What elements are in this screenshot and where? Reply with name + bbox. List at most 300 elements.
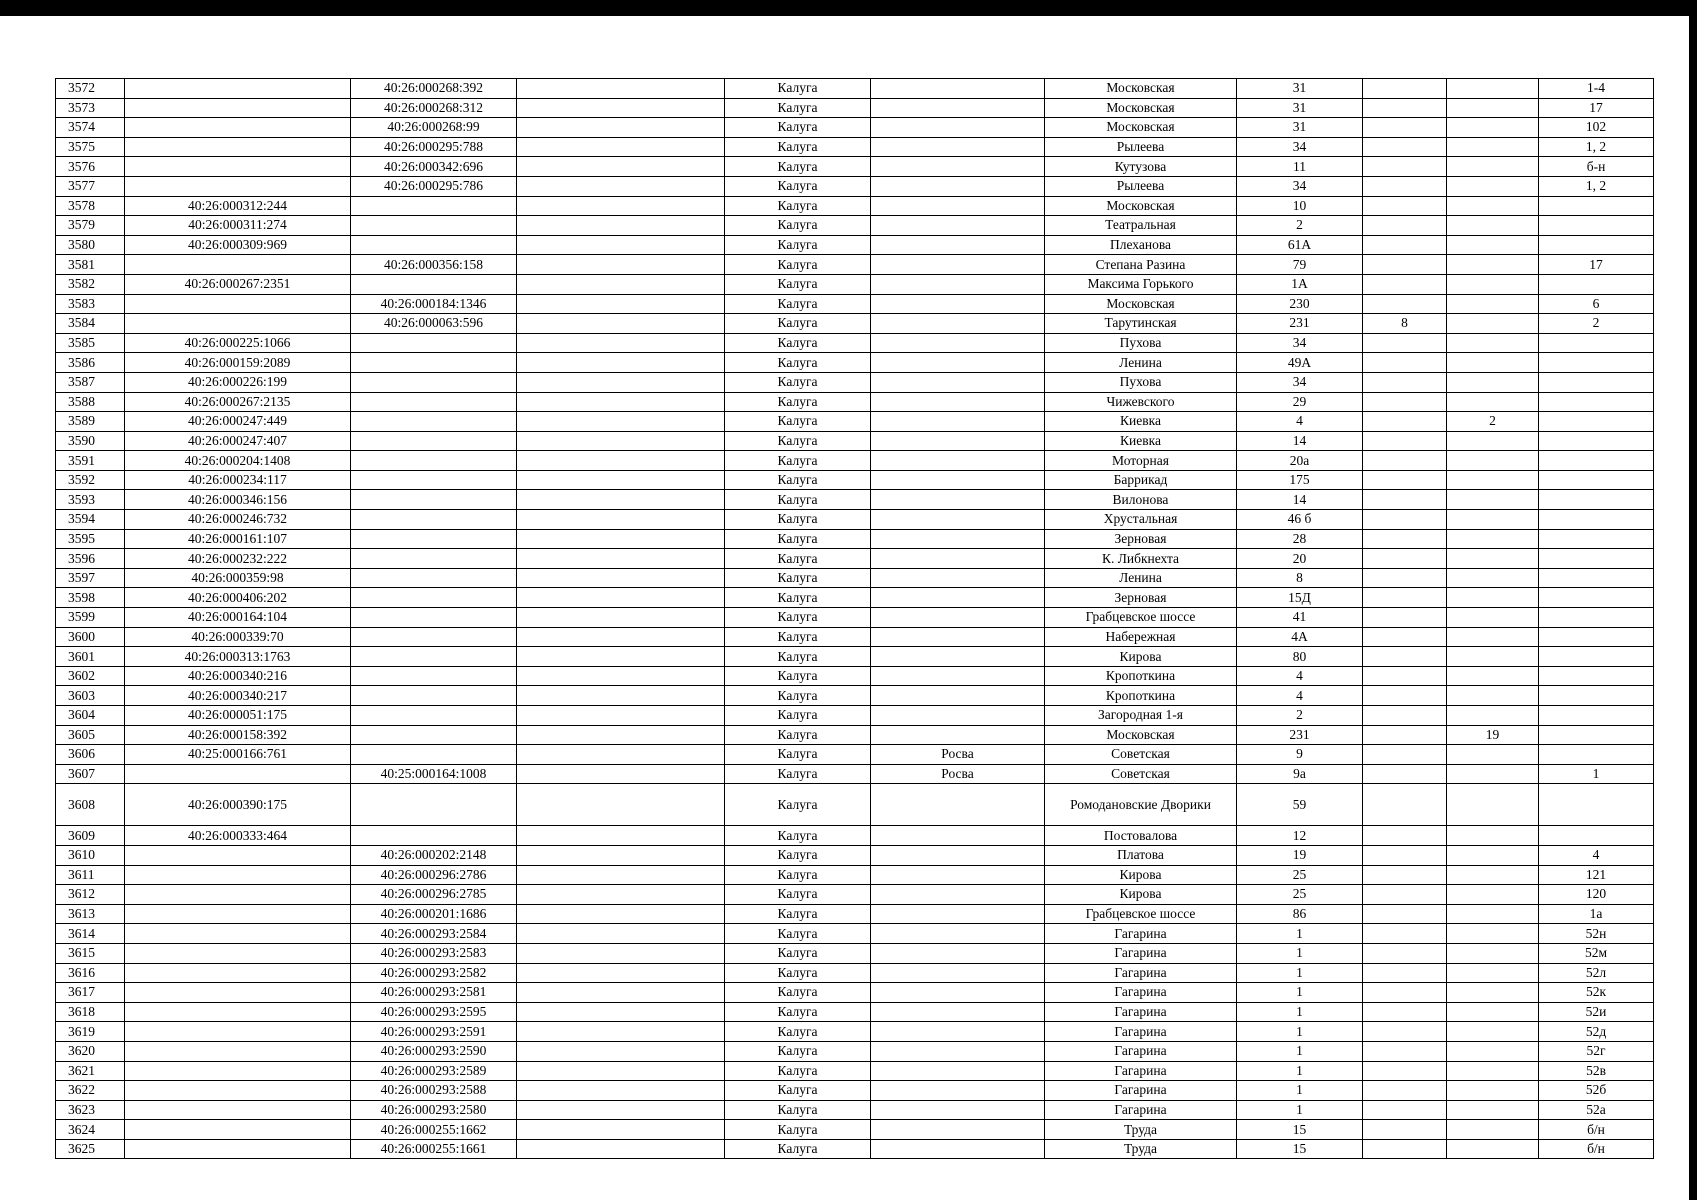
cadastral-number-2-cell	[351, 510, 517, 530]
block-cell	[1447, 1022, 1539, 1042]
building-cell	[1363, 451, 1447, 471]
cadastral-number-cell	[125, 1002, 351, 1022]
premises-cell: 52д	[1539, 1022, 1654, 1042]
cadastral-number-cell: 40:26:000346:156	[125, 490, 351, 510]
house-cell: 231	[1237, 725, 1363, 745]
empty-cell	[517, 529, 725, 549]
cadastral-number-cell: 40:26:000340:217	[125, 686, 351, 706]
city-cell: Калуга	[725, 196, 871, 216]
city-cell: Калуга	[725, 666, 871, 686]
block-cell	[1447, 686, 1539, 706]
row-number-cell: 3607	[56, 764, 125, 784]
street-cell: Платова	[1045, 845, 1237, 865]
building-cell	[1363, 1002, 1447, 1022]
row-number-cell: 3615	[56, 943, 125, 963]
locality-cell	[871, 588, 1045, 608]
row-number-cell: 3624	[56, 1120, 125, 1140]
cadastral-number-cell	[125, 176, 351, 196]
city-cell: Калуга	[725, 372, 871, 392]
premises-cell	[1539, 235, 1654, 255]
locality-cell	[871, 549, 1045, 569]
street-cell: Моторная	[1045, 451, 1237, 471]
cadastral-number-2-cell: 40:26:000293:2581	[351, 983, 517, 1003]
locality-cell	[871, 1139, 1045, 1159]
cadastral-number-cell: 40:26:000159:2089	[125, 353, 351, 373]
cadastral-number-cell	[125, 924, 351, 944]
building-cell	[1363, 98, 1447, 118]
house-cell: 31	[1237, 79, 1363, 99]
row-number-cell: 3586	[56, 353, 125, 373]
empty-cell	[517, 98, 725, 118]
street-cell: Пухова	[1045, 372, 1237, 392]
street-cell: Зерновая	[1045, 588, 1237, 608]
block-cell	[1447, 451, 1539, 471]
locality-cell	[871, 294, 1045, 314]
row-number-cell: 3608	[56, 784, 125, 826]
locality-cell	[871, 157, 1045, 177]
building-cell	[1363, 470, 1447, 490]
street-cell: Постовалова	[1045, 826, 1237, 846]
table-row	[56, 412, 1654, 432]
cadastral-number-cell: 40:26:000247:449	[125, 412, 351, 432]
city-cell: Калуга	[725, 1002, 871, 1022]
empty-cell	[517, 706, 725, 726]
locality-cell	[871, 79, 1045, 99]
locality-cell	[871, 924, 1045, 944]
empty-cell	[517, 904, 725, 924]
empty-cell	[517, 1120, 725, 1140]
locality-cell	[871, 963, 1045, 983]
house-cell: 4	[1237, 686, 1363, 706]
cadastral-number-2-cell: 40:26:000356:158	[351, 255, 517, 275]
building-cell	[1363, 686, 1447, 706]
building-cell	[1363, 235, 1447, 255]
cadastral-number-2-cell	[351, 470, 517, 490]
premises-cell: 52а	[1539, 1100, 1654, 1120]
house-cell: 4	[1237, 412, 1363, 432]
block-cell	[1447, 235, 1539, 255]
empty-cell	[517, 216, 725, 236]
block-cell: 2	[1447, 412, 1539, 432]
street-cell: Кропоткина	[1045, 666, 1237, 686]
row-number-cell: 3593	[56, 490, 125, 510]
locality-cell	[871, 274, 1045, 294]
empty-cell	[517, 137, 725, 157]
row-number-cell: 3596	[56, 549, 125, 569]
table-row	[56, 490, 1654, 510]
street-cell: Киевка	[1045, 412, 1237, 432]
premises-cell	[1539, 826, 1654, 846]
block-cell	[1447, 1002, 1539, 1022]
locality-cell	[871, 568, 1045, 588]
table-row	[56, 510, 1654, 530]
locality-cell	[871, 904, 1045, 924]
table-row	[56, 725, 1654, 745]
cadastral-number-cell: 40:26:000267:2135	[125, 392, 351, 412]
table-row	[56, 647, 1654, 667]
locality-cell	[871, 666, 1045, 686]
house-cell: 231	[1237, 314, 1363, 334]
cadastral-number-2-cell	[351, 549, 517, 569]
cadastral-number-2-cell: 40:26:000342:696	[351, 157, 517, 177]
street-cell: Ромодановские Дворики	[1045, 784, 1237, 826]
cadastral-number-2-cell: 40:26:000268:392	[351, 79, 517, 99]
block-cell	[1447, 294, 1539, 314]
street-cell: Чижевского	[1045, 392, 1237, 412]
cadastral-number-2-cell	[351, 608, 517, 628]
cadastral-number-cell	[125, 98, 351, 118]
cadastral-number-2-cell	[351, 784, 517, 826]
cadastral-number-cell	[125, 845, 351, 865]
row-number-cell: 3622	[56, 1081, 125, 1101]
cadastral-number-cell	[125, 1100, 351, 1120]
block-cell	[1447, 943, 1539, 963]
empty-cell	[517, 1002, 725, 1022]
city-cell: Калуга	[725, 137, 871, 157]
premises-cell	[1539, 333, 1654, 353]
locality-cell	[871, 412, 1045, 432]
street-cell: Московская	[1045, 118, 1237, 138]
row-number-cell: 3619	[56, 1022, 125, 1042]
cadastral-number-cell	[125, 943, 351, 963]
row-number-cell: 3591	[56, 451, 125, 471]
building-cell	[1363, 274, 1447, 294]
empty-cell	[517, 235, 725, 255]
block-cell	[1447, 963, 1539, 983]
locality-cell	[871, 608, 1045, 628]
table-body	[56, 79, 1654, 1159]
house-cell: 9	[1237, 745, 1363, 765]
empty-cell	[517, 568, 725, 588]
row-number-cell: 3599	[56, 608, 125, 628]
premises-cell	[1539, 392, 1654, 412]
premises-cell	[1539, 470, 1654, 490]
street-cell: Московская	[1045, 98, 1237, 118]
cadastral-number-2-cell: 40:26:000293:2580	[351, 1100, 517, 1120]
cadastral-number-2-cell	[351, 451, 517, 471]
cadastral-number-2-cell: 40:26:000295:786	[351, 176, 517, 196]
locality-cell	[871, 176, 1045, 196]
block-cell	[1447, 666, 1539, 686]
row-number-cell: 3573	[56, 98, 125, 118]
city-cell: Калуга	[725, 627, 871, 647]
building-cell	[1363, 372, 1447, 392]
city-cell: Калуга	[725, 431, 871, 451]
table-row	[56, 983, 1654, 1003]
empty-cell	[517, 845, 725, 865]
block-cell	[1447, 274, 1539, 294]
cadastral-number-2-cell: 40:26:000255:1661	[351, 1139, 517, 1159]
table-row	[56, 666, 1654, 686]
cadastral-number-2-cell: 40:26:000293:2589	[351, 1061, 517, 1081]
house-cell: 1	[1237, 1002, 1363, 1022]
block-cell	[1447, 372, 1539, 392]
building-cell	[1363, 1120, 1447, 1140]
cadastral-number-2-cell	[351, 568, 517, 588]
locality-cell	[871, 1061, 1045, 1081]
premises-cell	[1539, 666, 1654, 686]
locality-cell	[871, 826, 1045, 846]
premises-cell: 120	[1539, 885, 1654, 905]
house-cell: 86	[1237, 904, 1363, 924]
premises-cell: 6	[1539, 294, 1654, 314]
cadastral-number-2-cell: 40:25:000164:1008	[351, 764, 517, 784]
city-cell: Калуга	[725, 725, 871, 745]
empty-cell	[517, 118, 725, 138]
street-cell: Гагарина	[1045, 1041, 1237, 1061]
block-cell	[1447, 392, 1539, 412]
city-cell: Калуга	[725, 608, 871, 628]
cadastral-number-cell: 40:26:000247:407	[125, 431, 351, 451]
empty-cell	[517, 333, 725, 353]
empty-cell	[517, 431, 725, 451]
row-number-cell: 3597	[56, 568, 125, 588]
cadastral-number-cell: 40:26:000390:175	[125, 784, 351, 826]
block-cell	[1447, 314, 1539, 334]
cadastral-number-2-cell	[351, 826, 517, 846]
city-cell: Калуга	[725, 686, 871, 706]
row-number-cell: 3587	[56, 372, 125, 392]
cadastral-number-cell	[125, 1022, 351, 1042]
house-cell: 61А	[1237, 235, 1363, 255]
premises-cell	[1539, 627, 1654, 647]
premises-cell	[1539, 412, 1654, 432]
building-cell	[1363, 490, 1447, 510]
locality-cell	[871, 784, 1045, 826]
premises-cell	[1539, 216, 1654, 236]
row-number-cell: 3598	[56, 588, 125, 608]
empty-cell	[517, 1022, 725, 1042]
city-cell: Калуга	[725, 1022, 871, 1042]
cadastral-number-cell: 40:26:000312:244	[125, 196, 351, 216]
locality-cell	[871, 372, 1045, 392]
building-cell	[1363, 588, 1447, 608]
cadastral-number-cell: 40:26:000234:117	[125, 470, 351, 490]
locality-cell	[871, 255, 1045, 275]
locality-cell	[871, 333, 1045, 353]
building-cell	[1363, 943, 1447, 963]
street-cell: Кутузова	[1045, 157, 1237, 177]
empty-cell	[517, 1139, 725, 1159]
city-cell: Калуга	[725, 470, 871, 490]
city-cell: Калуга	[725, 885, 871, 905]
row-number-cell: 3577	[56, 176, 125, 196]
block-cell	[1447, 216, 1539, 236]
row-number-cell: 3585	[56, 333, 125, 353]
street-cell: Гагарина	[1045, 1022, 1237, 1042]
house-cell: 59	[1237, 784, 1363, 826]
empty-cell	[517, 392, 725, 412]
scan-border-right	[1689, 0, 1697, 1200]
building-cell	[1363, 885, 1447, 905]
empty-cell	[517, 157, 725, 177]
building-cell	[1363, 392, 1447, 412]
building-cell	[1363, 137, 1447, 157]
empty-cell	[517, 176, 725, 196]
building-cell	[1363, 845, 1447, 865]
row-number-cell: 3617	[56, 983, 125, 1003]
locality-cell: Росва	[871, 745, 1045, 765]
empty-cell	[517, 983, 725, 1003]
city-cell: Калуга	[725, 845, 871, 865]
locality-cell	[871, 216, 1045, 236]
empty-cell	[517, 490, 725, 510]
cadastral-number-2-cell	[351, 333, 517, 353]
row-number-cell: 3611	[56, 865, 125, 885]
row-number-cell: 3590	[56, 431, 125, 451]
building-cell	[1363, 431, 1447, 451]
city-cell: Калуга	[725, 745, 871, 765]
house-cell: 31	[1237, 118, 1363, 138]
table-row	[56, 865, 1654, 885]
locality-cell	[871, 353, 1045, 373]
row-number-cell: 3592	[56, 470, 125, 490]
locality-cell	[871, 1002, 1045, 1022]
table-row	[56, 706, 1654, 726]
building-cell	[1363, 865, 1447, 885]
building-cell	[1363, 1139, 1447, 1159]
street-cell: Максима Горького	[1045, 274, 1237, 294]
table-row	[56, 745, 1654, 765]
table-row	[56, 1061, 1654, 1081]
table-row	[56, 549, 1654, 569]
cadastral-number-cell	[125, 314, 351, 334]
city-cell: Калуга	[725, 176, 871, 196]
empty-cell	[517, 451, 725, 471]
premises-cell: 1-4	[1539, 79, 1654, 99]
house-cell: 1	[1237, 1081, 1363, 1101]
table-row	[56, 79, 1654, 99]
cadastral-number-cell: 40:26:000158:392	[125, 725, 351, 745]
empty-cell	[517, 353, 725, 373]
row-number-cell: 3605	[56, 725, 125, 745]
building-cell	[1363, 196, 1447, 216]
cadastral-number-2-cell	[351, 706, 517, 726]
cadastral-number-2-cell: 40:26:000202:2148	[351, 845, 517, 865]
cadastral-number-cell: 40:26:000340:216	[125, 666, 351, 686]
table-row	[56, 1022, 1654, 1042]
street-cell: Пухова	[1045, 333, 1237, 353]
locality-cell	[871, 529, 1045, 549]
table-row	[56, 216, 1654, 236]
house-cell: 20а	[1237, 451, 1363, 471]
house-cell: 41	[1237, 608, 1363, 628]
empty-cell	[517, 549, 725, 569]
table-row	[56, 529, 1654, 549]
building-cell	[1363, 255, 1447, 275]
cadastral-number-cell	[125, 885, 351, 905]
street-cell: Хрустальная	[1045, 510, 1237, 530]
premises-cell	[1539, 647, 1654, 667]
block-cell	[1447, 647, 1539, 667]
city-cell: Калуга	[725, 983, 871, 1003]
locality-cell	[871, 137, 1045, 157]
cadastral-number-2-cell: 40:26:000063:596	[351, 314, 517, 334]
building-cell	[1363, 924, 1447, 944]
empty-cell	[517, 647, 725, 667]
city-cell: Калуга	[725, 706, 871, 726]
table-row	[56, 686, 1654, 706]
block-cell	[1447, 1120, 1539, 1140]
block-cell	[1447, 490, 1539, 510]
premises-cell	[1539, 451, 1654, 471]
city-cell: Калуга	[725, 392, 871, 412]
street-cell: Гагарина	[1045, 963, 1237, 983]
street-cell: Ленина	[1045, 353, 1237, 373]
cadastral-number-cell: 40:26:000164:104	[125, 608, 351, 628]
block-cell	[1447, 431, 1539, 451]
table-row	[56, 885, 1654, 905]
locality-cell	[871, 1120, 1045, 1140]
cadastral-number-2-cell: 40:26:000296:2785	[351, 885, 517, 905]
cadastral-number-2-cell: 40:26:000268:312	[351, 98, 517, 118]
block-cell	[1447, 118, 1539, 138]
city-cell: Калуга	[725, 118, 871, 138]
street-cell: Киевка	[1045, 431, 1237, 451]
city-cell: Калуга	[725, 588, 871, 608]
row-number-cell: 3584	[56, 314, 125, 334]
street-cell: Гагарина	[1045, 1100, 1237, 1120]
locality-cell	[871, 865, 1045, 885]
premises-cell: 52б	[1539, 1081, 1654, 1101]
house-cell: 15Д	[1237, 588, 1363, 608]
premises-cell	[1539, 745, 1654, 765]
street-cell: Кирова	[1045, 865, 1237, 885]
house-cell: 175	[1237, 470, 1363, 490]
building-cell	[1363, 216, 1447, 236]
table-row	[56, 451, 1654, 471]
cadastral-number-cell: 40:26:000232:222	[125, 549, 351, 569]
cadastral-number-cell	[125, 79, 351, 99]
row-number-cell: 3612	[56, 885, 125, 905]
cadastral-number-cell: 40:26:000309:969	[125, 235, 351, 255]
row-number-cell: 3588	[56, 392, 125, 412]
cadastral-number-2-cell	[351, 686, 517, 706]
building-cell	[1363, 826, 1447, 846]
block-cell	[1447, 885, 1539, 905]
house-cell: 9а	[1237, 764, 1363, 784]
premises-cell: 52н	[1539, 924, 1654, 944]
street-cell: Кропоткина	[1045, 686, 1237, 706]
locality-cell	[871, 118, 1045, 138]
street-cell: Гагарина	[1045, 1002, 1237, 1022]
city-cell: Калуга	[725, 865, 871, 885]
street-cell: Московская	[1045, 294, 1237, 314]
building-cell	[1363, 784, 1447, 826]
building-cell	[1363, 1041, 1447, 1061]
premises-cell: 17	[1539, 255, 1654, 275]
building-cell	[1363, 510, 1447, 530]
row-number-cell: 3609	[56, 826, 125, 846]
cadastral-number-cell	[125, 118, 351, 138]
street-cell: Московская	[1045, 196, 1237, 216]
table-row	[56, 235, 1654, 255]
locality-cell	[871, 627, 1045, 647]
premises-cell	[1539, 568, 1654, 588]
table-row	[56, 314, 1654, 334]
premises-cell	[1539, 686, 1654, 706]
block-cell	[1447, 1081, 1539, 1101]
empty-cell	[517, 588, 725, 608]
premises-cell	[1539, 608, 1654, 628]
premises-cell	[1539, 725, 1654, 745]
premises-cell: 1, 2	[1539, 176, 1654, 196]
table-row	[56, 157, 1654, 177]
house-cell: 1	[1237, 924, 1363, 944]
house-cell: 31	[1237, 98, 1363, 118]
empty-cell	[517, 79, 725, 99]
table-row	[56, 826, 1654, 846]
